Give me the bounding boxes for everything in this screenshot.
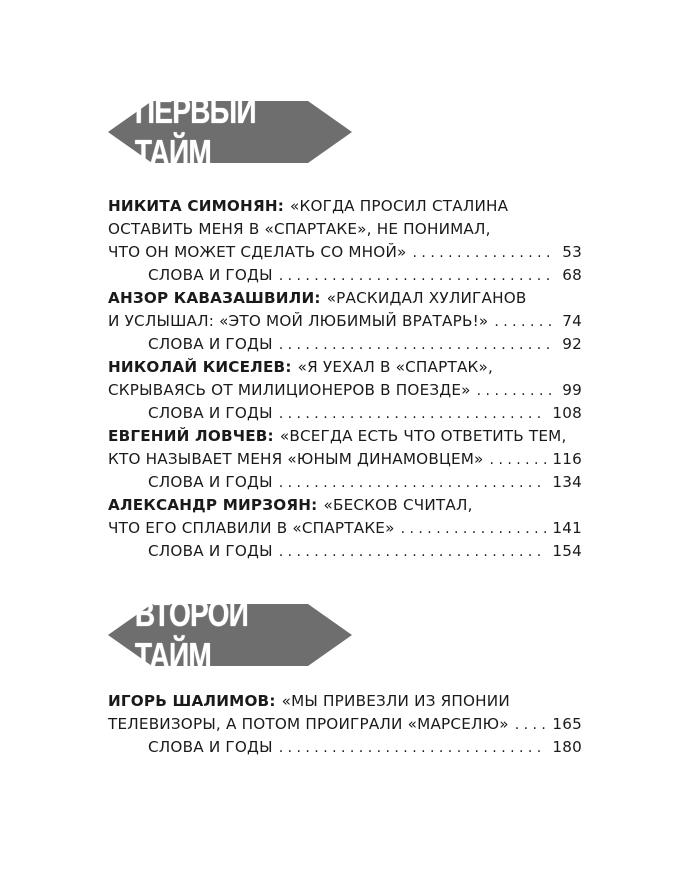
page-number: 92 [562, 335, 582, 353]
entry-title-line: ЧТО ОН МОЖЕТ СДЕЛАТЬ СО МНОЙ» [108, 243, 407, 261]
toc-sub-entry[interactable] [108, 264, 582, 287]
entry-author: АЛЕКСАНДР МИРЗОЯН: [108, 496, 318, 514]
dot-leader [279, 334, 557, 357]
dot-leader [279, 265, 557, 288]
toc-line [108, 425, 582, 448]
toc-entry-line[interactable] [108, 713, 582, 736]
page-number: 165 [552, 715, 582, 733]
entry-title-line: ТЕЛЕВИЗОРЫ, А ПОТОМ ПРОИГРАЛИ «МАРСЕЛЮ» [108, 715, 509, 733]
part-banner-second-half [108, 593, 352, 676]
toc-section-second-half [108, 690, 582, 759]
part-banner-first-half [108, 90, 352, 173]
toc-sub-entry[interactable] [108, 540, 582, 563]
page-number: 141 [552, 519, 582, 537]
entry-title-line: «МЫ ПРИВЕЗЛИ ИЗ ЯПОНИИ [281, 692, 510, 710]
toc-entry-line[interactable] [108, 379, 582, 402]
toc-line [108, 218, 582, 241]
toc-entry-line[interactable] [108, 241, 582, 264]
page-number: 53 [562, 243, 582, 261]
toc-line [108, 356, 582, 379]
dot-leader [279, 403, 547, 426]
entry-title-line: «БЕСКОВ СЧИТАЛ, [323, 496, 473, 514]
toc-sub-entry[interactable] [108, 471, 582, 494]
entry-author: ИГОРЬ ШАЛИМОВ: [108, 692, 276, 710]
page-number: 108 [552, 404, 582, 422]
toc-line [108, 690, 582, 713]
entry-author: ЕВГЕНИЙ ЛОВЧЕВ: [108, 427, 274, 445]
entry-title-line: СКРЫВАЯСЬ ОТ МИЛИЦИОНЕРОВ В ПОЕЗДЕ» [108, 381, 471, 399]
entry-title-line: ОСТАВИТЬ МЕНЯ В «СПАРТАКЕ», НЕ ПОНИМАЛ, [108, 220, 491, 238]
page-number: 99 [562, 381, 582, 399]
entry-title-line: ЧТО ЕГО СПЛАВИЛИ В «СПАРТАКЕ» [108, 519, 395, 537]
toc-entry-line[interactable] [108, 310, 582, 333]
page-number: 134 [552, 473, 582, 491]
entry-title-line: И УСЛЫШАЛ: «ЭТО МОЙ ЛЮБИМЫЙ ВРАТАРЬ!» [108, 312, 489, 330]
dot-leader [279, 541, 547, 564]
dot-leader [515, 714, 547, 737]
page-number: 154 [552, 542, 582, 560]
toc-sub-entry[interactable] [108, 333, 582, 356]
toc-line [108, 494, 582, 517]
entry-title-line: «РАСКИДАЛ ХУЛИГАНОВ [326, 289, 527, 307]
dot-leader [401, 518, 547, 541]
page-number: 74 [562, 312, 582, 330]
entry-title-line: «Я УЕХАЛ В «СПАРТАК», [297, 358, 494, 376]
page-number: 180 [552, 738, 582, 756]
sub-entry-label: СЛОВА И ГОДЫ [148, 473, 273, 491]
dot-leader [279, 737, 547, 760]
entry-author: АНЗОР КАВАЗАШВИЛИ: [108, 289, 321, 307]
dot-leader [477, 380, 557, 403]
toc-sub-entry[interactable] [108, 736, 582, 759]
toc-section-first-half [108, 195, 582, 563]
page-number: 116 [552, 450, 582, 468]
dot-leader [490, 449, 547, 472]
entry-title-line: «КОГДА ПРОСИЛ СТАЛИНА [290, 197, 509, 215]
sub-entry-label: СЛОВА И ГОДЫ [148, 738, 273, 756]
page-number: 68 [562, 266, 582, 284]
dot-leader [413, 242, 557, 265]
entry-author: НИКИТА СИМОНЯН: [108, 197, 285, 215]
entry-title-line: «ВСЕГДА ЕСТЬ ЧТО ОТВЕТИТЬ ТЕМ, [279, 427, 567, 445]
dot-leader [494, 311, 556, 334]
entry-title-line: КТО НАЗЫВАЕТ МЕНЯ «ЮНЫМ ДИНАМОВЦЕМ» [108, 450, 484, 468]
part-title: ПЕРВЫЙ ТАЙМ [134, 90, 256, 173]
toc-entry-line[interactable] [108, 517, 582, 540]
entry-author: НИКОЛАЙ КИСЕЛЕВ: [108, 358, 292, 376]
sub-entry-label: СЛОВА И ГОДЫ [148, 542, 273, 560]
sub-entry-label: СЛОВА И ГОДЫ [148, 404, 273, 422]
toc-sub-entry[interactable] [108, 402, 582, 425]
toc-line [108, 287, 582, 310]
sub-entry-label: СЛОВА И ГОДЫ [148, 266, 273, 284]
part-title: ВТОРОЙ ТАЙМ [134, 593, 249, 676]
sub-entry-label: СЛОВА И ГОДЫ [148, 335, 273, 353]
toc-entry-line[interactable] [108, 448, 582, 471]
dot-leader [279, 472, 547, 495]
toc-line [108, 195, 582, 218]
